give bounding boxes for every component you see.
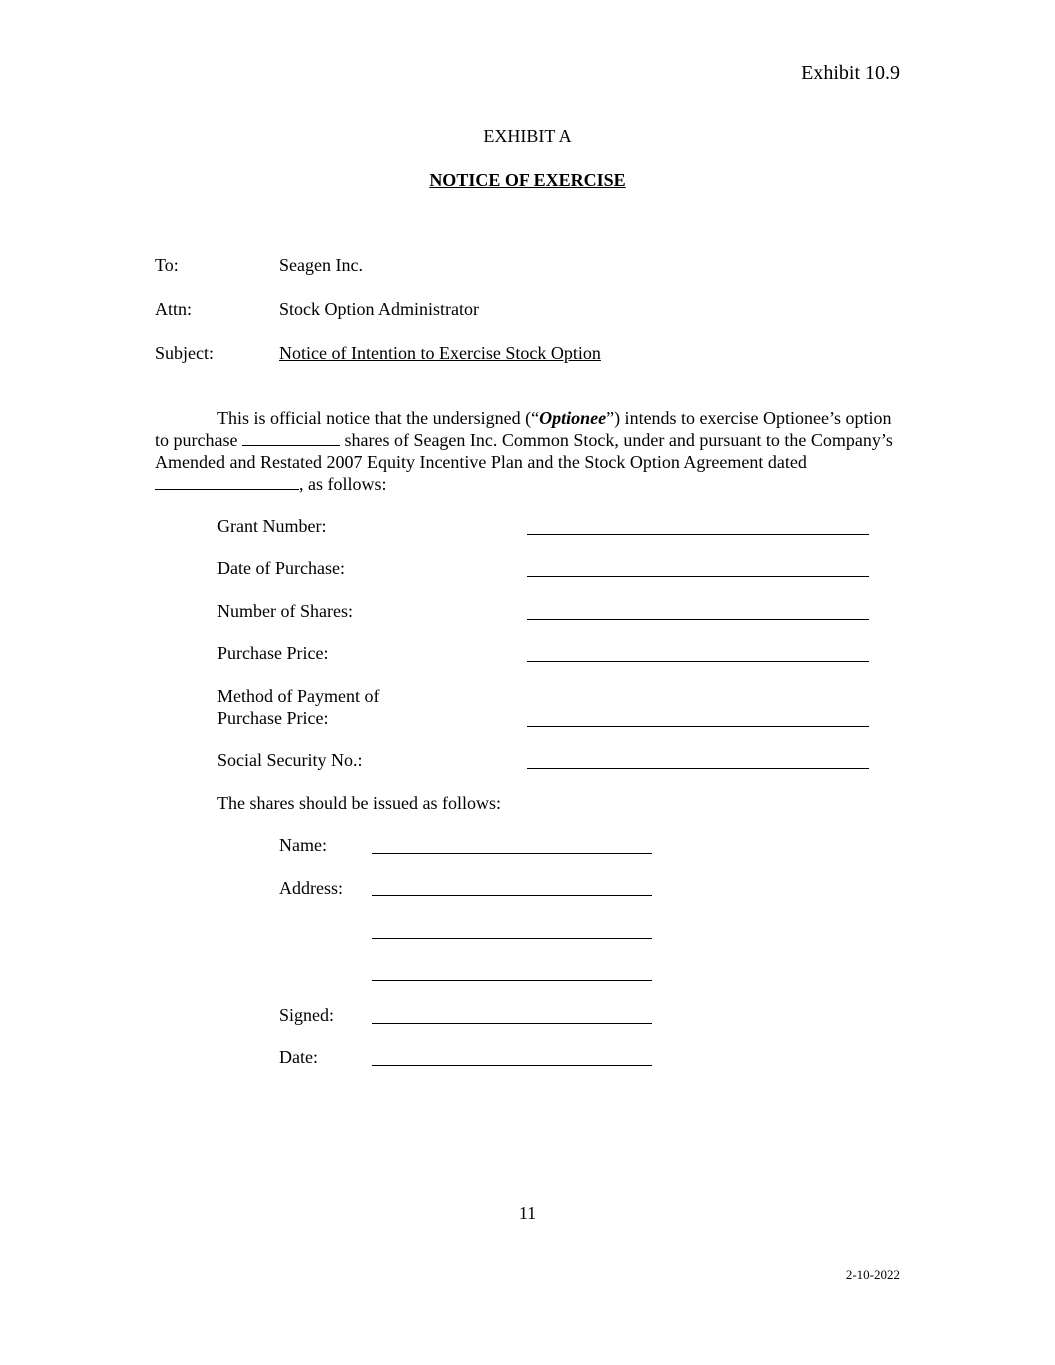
date-label: Date: <box>279 1047 318 1067</box>
paragraph-text-4: , as follows: <box>299 474 387 494</box>
date-of-purchase-field[interactable] <box>527 576 869 577</box>
number-of-shares-label: Number of Shares: <box>217 601 353 621</box>
payment-method-label-line2: Purchase Price: <box>217 708 329 728</box>
signed-label: Signed: <box>279 1005 335 1025</box>
payment-method-label-line1: Method of Payment of <box>217 686 380 706</box>
exhibit-label: EXHIBIT A <box>483 126 572 146</box>
date-field[interactable] <box>372 1065 652 1066</box>
to-value: Seagen Inc. <box>279 255 363 275</box>
ssn-field[interactable] <box>527 768 869 769</box>
exhibit-number: Exhibit 10.9 <box>801 62 900 84</box>
agreement-date-blank-field[interactable] <box>155 475 299 490</box>
paragraph-text-1: This is official notice that the undersigned (“ <box>217 408 540 428</box>
attn-label: Attn: <box>155 299 193 319</box>
purchase-price-field[interactable] <box>527 661 869 662</box>
page-number: 11 <box>518 1203 537 1223</box>
name-field[interactable] <box>372 853 652 854</box>
paragraph-text-3: shares of Seagen Inc. Common Stock, under and pursuant to the Company’s Amended and Restated 2007 Equity Incentive Plan and the Stock Option Agreement dated <box>155 430 893 472</box>
address-field-line2[interactable] <box>372 938 652 939</box>
page-title: NOTICE OF EXERCISE <box>429 170 626 190</box>
document-date: 2-10-2022 <box>845 1267 900 1282</box>
subject-value: Notice of Intention to Exercise Stock Option <box>279 343 601 363</box>
shares-blank-field[interactable] <box>242 431 340 446</box>
purchase-price-label: Purchase Price: <box>217 643 329 663</box>
signature-field[interactable] <box>372 1023 652 1024</box>
address-label: Address: <box>279 878 343 898</box>
subject-label: Subject: <box>155 343 214 363</box>
grant-number-label: Grant Number: <box>217 516 327 536</box>
ssn-label: Social Security No.: <box>217 750 363 770</box>
notice-paragraph <box>155 407 895 495</box>
number-of-shares-field[interactable] <box>527 619 869 620</box>
address-field-line3[interactable] <box>372 980 652 981</box>
defined-term-optionee: Optionee <box>539 408 607 428</box>
payment-method-field[interactable] <box>527 726 869 727</box>
name-label: Name: <box>279 835 327 855</box>
to-label: To: <box>155 255 179 275</box>
issuance-intro: The shares should be issued as follows: <box>217 793 501 813</box>
date-of-purchase-label: Date of Purchase: <box>217 558 345 578</box>
grant-number-field[interactable] <box>527 534 869 535</box>
address-field-line1[interactable] <box>372 895 652 896</box>
attn-value: Stock Option Administrator <box>279 299 479 319</box>
paragraph-text-2: ”) intends to exercise Optionee’s option to purchase <box>155 408 892 450</box>
